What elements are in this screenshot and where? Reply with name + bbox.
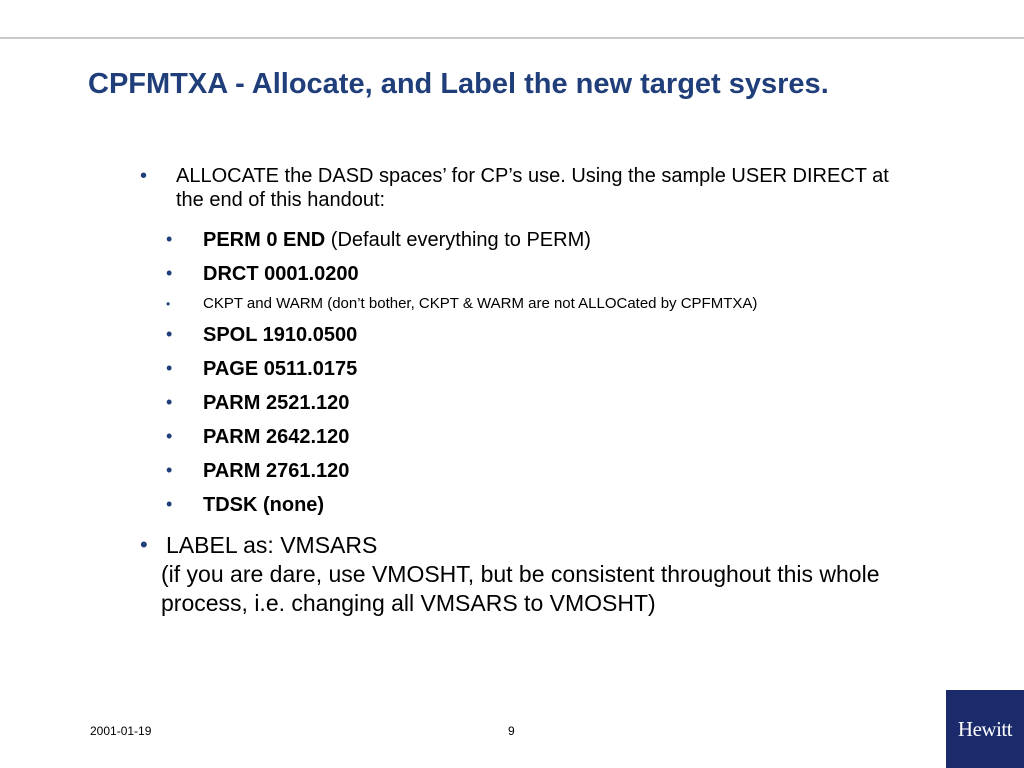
label-note: (if you are dare, use VMOSHT, but be consistent throughout this whole process, i.e. changing all VMSARS to VMOSHT) (161, 561, 880, 616)
footer-date: 2001-01-19 (90, 724, 152, 738)
sub-bullet-item (166, 295, 757, 313)
bullet-allocate (140, 164, 896, 212)
hewitt-logo (946, 690, 1024, 768)
bullet-marker: • (166, 297, 171, 311)
sub-bullet-text: PARM 2642.120 (203, 426, 350, 448)
sub-bullet-item (166, 391, 349, 415)
bullet-label (140, 531, 926, 618)
label-line: LABEL as: VMSARS (166, 532, 378, 558)
sub-bullet-item (166, 228, 591, 252)
header-divider (0, 37, 1024, 39)
allocate-text: ALLOCATE the DASD spaces’ for CP’s use. Using the sample USER DIRECT at the end of this handout: (176, 165, 889, 211)
sub-bullet-text: PERM 0 END (Default everything to PERM) (203, 229, 591, 251)
sub-bullet-item (166, 357, 357, 381)
page-number: 9 (508, 724, 515, 738)
label-text (161, 531, 926, 618)
sub-bullet-item (166, 493, 324, 517)
slide-title: CPFMTXA - Allocate, and Label the new target sysres. (88, 68, 829, 100)
sub-bullet-text: DRCT 0001.0200 (203, 263, 359, 285)
sub-bullet-item (166, 459, 349, 483)
bullet-marker: • (166, 358, 173, 378)
bullet-marker: • (166, 263, 173, 283)
bullet-marker: • (166, 392, 173, 412)
sub-bullet-item (166, 425, 349, 449)
sub-bullet-text: CKPT and WARM (don’t bother, CKPT & WARM are not ALLOCated by CPFMTXA) (203, 295, 758, 312)
bullet-marker: • (140, 165, 148, 187)
bullet-marker: • (166, 324, 173, 344)
bullet-marker: • (166, 426, 173, 446)
bullet-marker: • (166, 229, 173, 249)
logo-text: Hewitt (957, 716, 1013, 741)
sub-bullet-text: PARM 2761.120 (203, 460, 350, 482)
bullet-marker: • (166, 460, 173, 480)
sub-bullet-text: SPOL 1910.0500 (203, 324, 358, 346)
sub-bullet-item (166, 323, 357, 347)
sub-bullet-text: PARM 2521.120 (203, 392, 350, 414)
sub-bullet-text: TDSK (none) (203, 494, 325, 516)
bullet-marker: • (166, 494, 173, 514)
bullet-marker: • (140, 532, 148, 557)
sub-bullet-text: PAGE 0511.0175 (203, 358, 358, 380)
sub-bullet-item (166, 262, 359, 286)
